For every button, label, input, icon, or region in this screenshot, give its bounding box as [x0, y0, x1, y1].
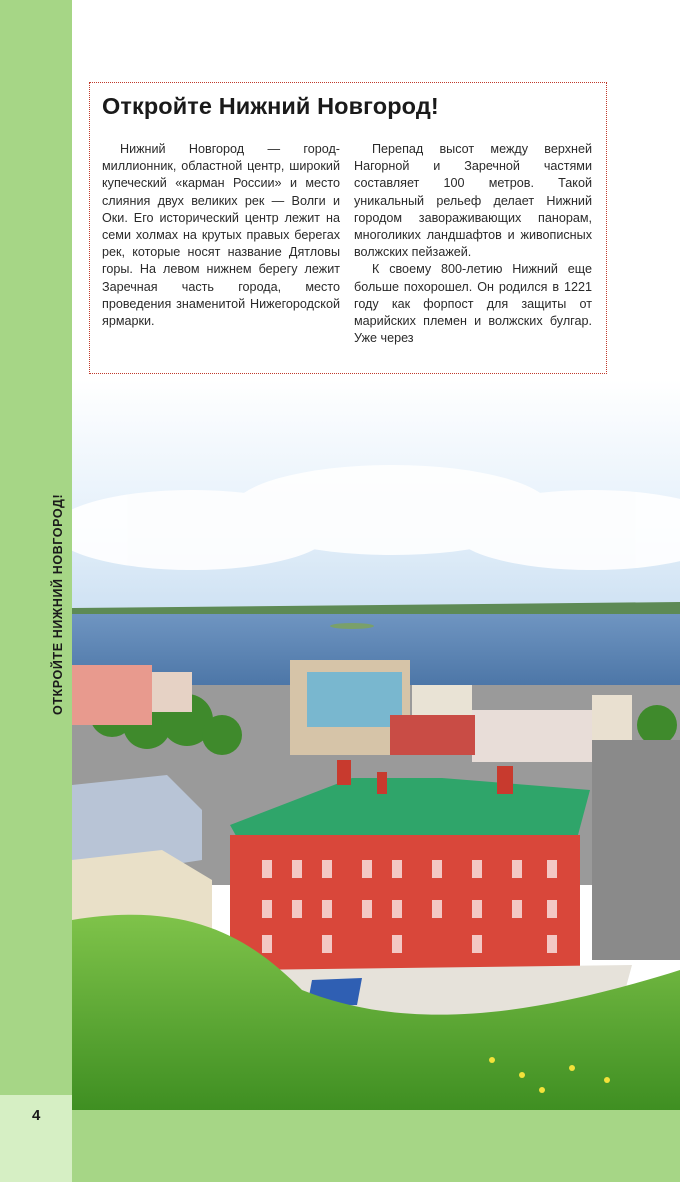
building: [390, 715, 475, 755]
building: [152, 672, 192, 712]
page-number: 4: [32, 1107, 41, 1124]
building: [472, 710, 592, 762]
article-column-left: [102, 141, 340, 330]
article-box: [89, 82, 607, 374]
article-title: Откройте Нижний Новгород!: [102, 93, 439, 119]
road: [592, 740, 680, 960]
glass-building: [307, 672, 402, 727]
building: [592, 695, 632, 745]
city-photo: [72, 380, 680, 1110]
article-column-right: [354, 141, 592, 347]
running-title: ОТКРОЙТЕ НИЖНИЙ НОВГОРОД!: [51, 493, 65, 715]
paragraph: К своему 800-летию Нижний еще больше похорошел. Он родился в 1221 году как форпост для защиты от марийских племен и волжских булгар. Уже через: [354, 262, 592, 346]
paragraph: Нижний Новгород — город-миллионник, областной центр, широкий купеческий «карман России» и место слияния двух великих рек — Волги и Оки. Его исторический центр лежит на семи холмах на крутых правых берегах рек, которые носят название Дятловы горы. На левом нижнем берегу лежит Заречная часть города, место проведения знаменитой Нижегородской ярмарки.: [102, 142, 340, 329]
bottom-band: [72, 1110, 680, 1182]
building: [72, 665, 152, 725]
paragraph: Перепад высот между верхней Нагорной и Заречной частями составляет 100 метров. Такой уникальный рельеф делает Нижний городом завораживающих панорам, многоликих ландшафтов и живописных волжских пейзажей.: [354, 142, 592, 260]
red-building: [230, 835, 580, 970]
